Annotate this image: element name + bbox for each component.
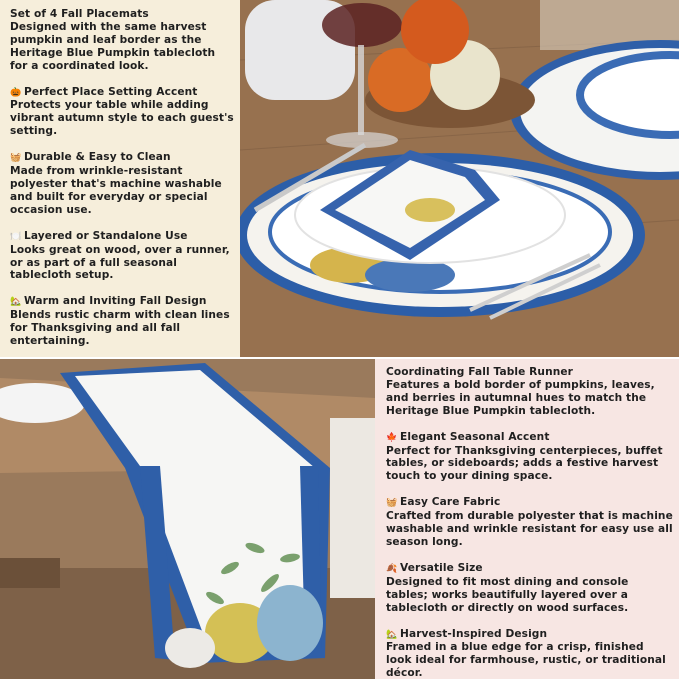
feature-block-runner <box>386 366 673 418</box>
feature-description: Crafted from durable polyester that is machine washable and wrinkle resistant for easy use all season long. <box>386 510 673 548</box>
feature-block-durable <box>10 151 234 217</box>
feature-description: Designed to fit most dining and console tables; works beautifully layered over a tablecloth or directly on wood surfaces. <box>386 575 629 614</box>
feature-description: Perfect for Thanksgiving centerpieces, buffet tables, or sideboards; adds a festive harvest touch to your dining space. <box>386 444 663 483</box>
feature-block-placemats-set <box>10 8 234 73</box>
runner-feature-panel <box>375 358 679 679</box>
feature-block-place-setting <box>10 86 234 139</box>
section-divider <box>0 357 679 359</box>
feature-description: Blends rustic charm with clean lines for Thanksgiving and all fall entertaining. <box>10 309 230 348</box>
house-icon: 🏡 <box>386 629 398 640</box>
basket-icon: 🧺 <box>386 498 398 509</box>
placemat-photo <box>240 0 679 358</box>
feature-heading: Harvest-Inspired Design <box>400 627 548 640</box>
feature-block-elegant <box>386 431 673 484</box>
feature-heading: Coordinating Fall Table Runner <box>386 366 573 378</box>
feature-heading: Set of 4 Fall Placemats <box>10 8 149 20</box>
placemat-scene-illustration <box>240 0 679 358</box>
fallen-leaf-icon: 🍂 <box>386 563 398 574</box>
feature-heading: Layered or Standalone Use <box>24 229 188 242</box>
pumpkin-icon: 🎃 <box>10 87 22 98</box>
feature-description: Designed with the same harvest pumpkin and leaf border as the Heritage Blue Pumpkin tablecloth for a coordinated look. <box>10 20 216 72</box>
placemats-feature-panel <box>0 0 240 358</box>
basket-icon: 🧺 <box>10 153 22 164</box>
feature-description: Looks great on wood, over a runner, or as part of a full seasonal tablecloth setup. <box>10 243 230 282</box>
feature-heading: Easy Care Fabric <box>400 496 501 509</box>
feature-heading: Elegant Seasonal Accent <box>400 430 550 443</box>
feature-block-easy-care <box>386 496 673 549</box>
feature-description: Protects your table while adding vibrant autumn style to each guest's setting. <box>10 99 234 138</box>
table-runner-photo <box>0 358 375 679</box>
feature-heading: Versatile Size <box>400 561 483 574</box>
house-icon: 🏡 <box>10 297 22 308</box>
feature-heading: Warm and Inviting Fall Design <box>24 295 207 308</box>
feature-description: Features a bold border of pumpkins, leaves, and berries in autumnal hues to match the Heritage Blue Pumpkin tablecloth. <box>386 378 655 417</box>
feature-block-versatile <box>386 562 673 615</box>
feature-heading: Durable & Easy to Clean <box>24 151 171 164</box>
feature-heading: Perfect Place Setting Accent <box>24 85 198 98</box>
feature-block-harvest <box>386 628 673 679</box>
runner-scene-illustration <box>0 358 375 679</box>
feature-block-layered <box>10 230 234 283</box>
feature-description: Framed in a blue edge for a crisp, finished look ideal for farmhouse, rustic, or traditional décor. <box>386 641 666 679</box>
feature-block-fall-design <box>10 295 234 348</box>
plate-icon: 🍽️ <box>10 231 22 242</box>
feature-description: Made from wrinkle-resistant polyester that's machine washable and built for everyday or special occasion use. <box>10 165 222 216</box>
maple-leaf-icon: 🍁 <box>386 432 398 443</box>
